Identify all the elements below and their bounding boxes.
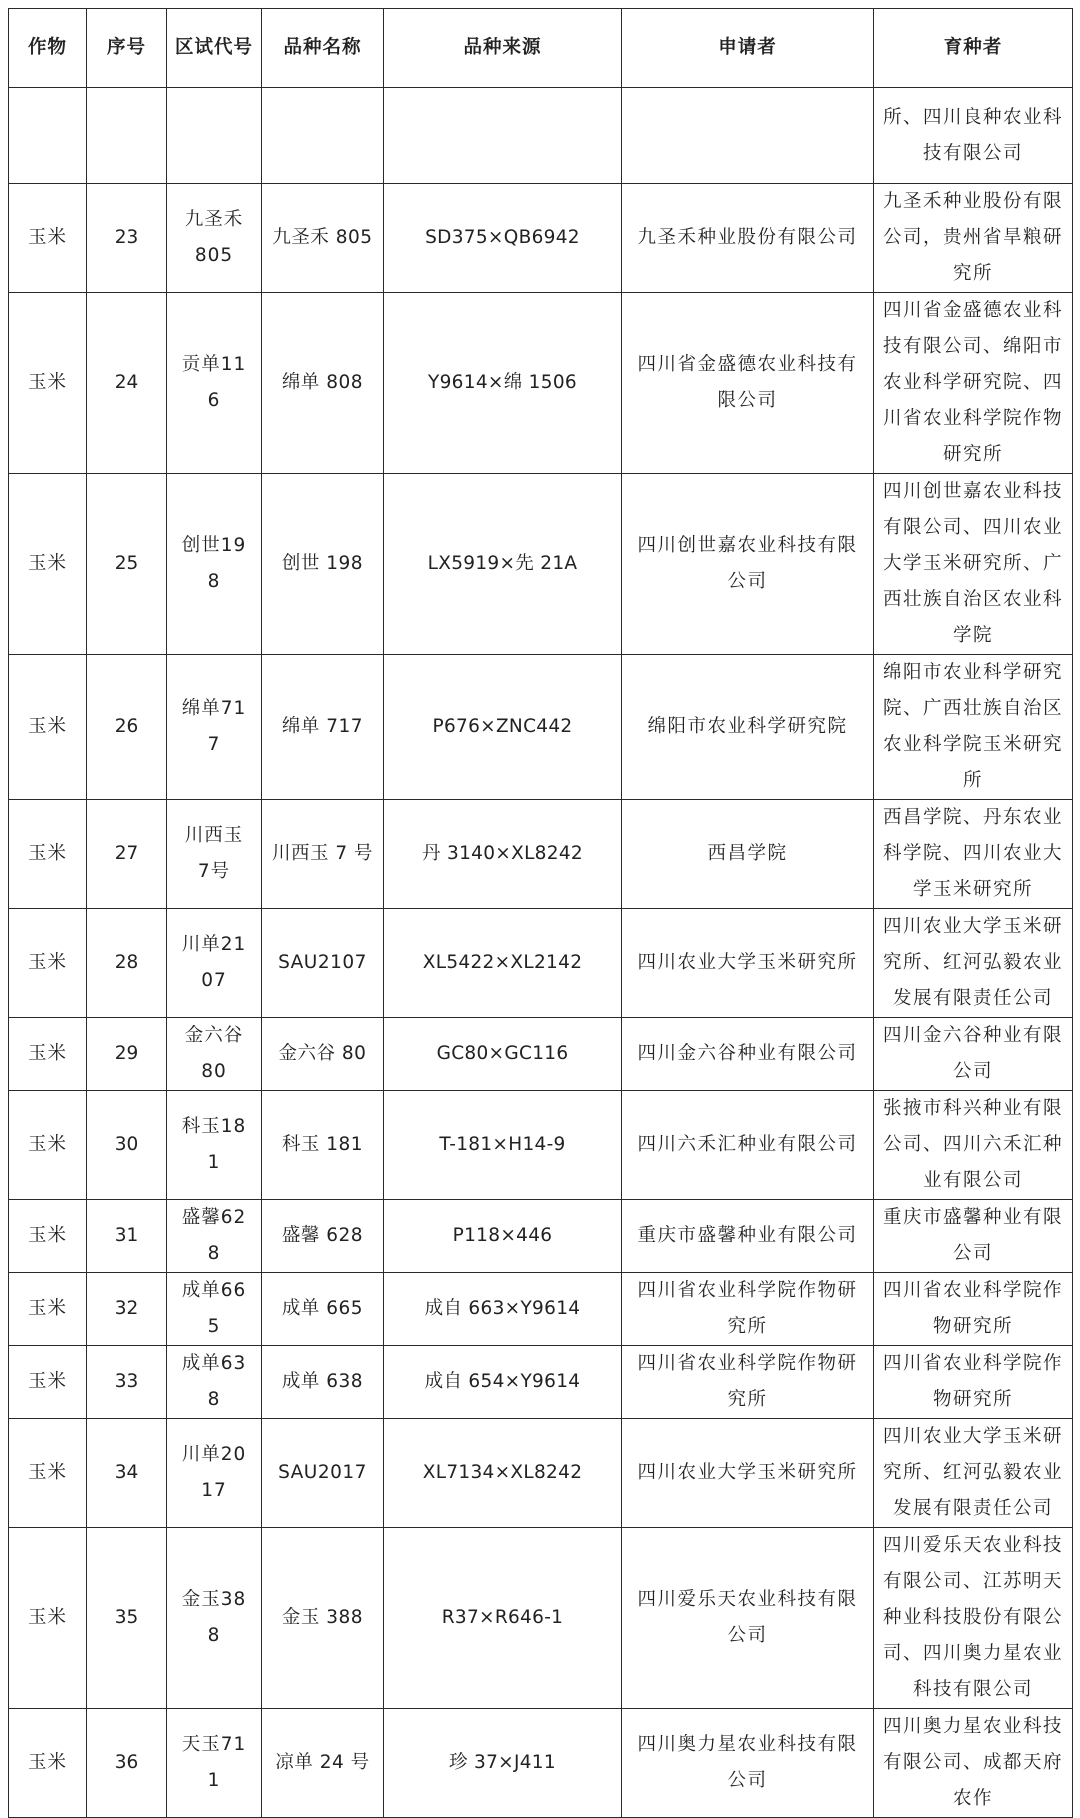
- cell-trial-code: 川单2107: [167, 909, 262, 1018]
- cell-trial-code: 金玉388: [167, 1528, 262, 1709]
- header-applicant: 申请者: [622, 9, 874, 88]
- cell-applicant: 四川创世嘉农业科技有限公司: [622, 474, 874, 655]
- cell-variety-name: 川西玉 7 号: [262, 800, 384, 909]
- cell-variety-source: P118×446: [384, 1200, 622, 1273]
- cell-crop: 玉米: [9, 1528, 87, 1709]
- cell-applicant: 西昌学院: [622, 800, 874, 909]
- cell-breeder: 西昌学院、丹东农业科学院、四川农业大学玉米研究所: [874, 800, 1073, 909]
- cell-trial-code: 成单638: [167, 1346, 262, 1419]
- cell-crop: 玉米: [9, 293, 87, 474]
- table-row: [9, 184, 1073, 293]
- cell-crop: 玉米: [9, 474, 87, 655]
- cell-breeder: 四川奥力星农业科技有限公司、成都天府农作: [874, 1709, 1073, 1818]
- cell-variety-name: 成单 665: [262, 1273, 384, 1346]
- table-row: [9, 800, 1073, 909]
- cell-crop: 玉米: [9, 184, 87, 293]
- cell-trial-code: 川单2017: [167, 1419, 262, 1528]
- cell-crop: 玉米: [9, 655, 87, 800]
- table-row: [9, 1200, 1073, 1273]
- cell-number: 36: [87, 1709, 167, 1818]
- table-row: [9, 1273, 1073, 1346]
- cell-variety-name: [262, 88, 384, 184]
- cell-breeder: 四川农业大学玉米研究所、红河弘毅农业发展有限责任公司: [874, 1419, 1073, 1528]
- cell-variety-name: 金六谷 80: [262, 1018, 384, 1091]
- cell-number: 28: [87, 909, 167, 1018]
- cell-crop: 玉米: [9, 1091, 87, 1200]
- cell-variety-name: 创世 198: [262, 474, 384, 655]
- cell-crop: 玉米: [9, 1419, 87, 1528]
- cell-variety-source: GC80×GC116: [384, 1018, 622, 1091]
- cell-breeder: 四川省农业科学院作物研究所: [874, 1346, 1073, 1419]
- cell-breeder: 四川省金盛德农业科技有限公司、绵阳市农业科学研究院、四川省农业科学院作物研究所: [874, 293, 1073, 474]
- cell-variety-source: [384, 88, 622, 184]
- cell-breeder: 九圣禾种业股份有限公司，贵州省旱粮研究所: [874, 184, 1073, 293]
- table-row: [9, 1091, 1073, 1200]
- cell-number: 25: [87, 474, 167, 655]
- cell-number: 31: [87, 1200, 167, 1273]
- cell-applicant: 重庆市盛馨种业有限公司: [622, 1200, 874, 1273]
- cell-crop: 玉米: [9, 1346, 87, 1419]
- cell-trial-code: 绵单717: [167, 655, 262, 800]
- cell-trial-code: 盛馨628: [167, 1200, 262, 1273]
- cell-breeder: 绵阳市农业科学研究院、广西壮族自治区农业科学院玉米研究所: [874, 655, 1073, 800]
- cell-number: 32: [87, 1273, 167, 1346]
- cell-applicant: 四川省农业科学院作物研究所: [622, 1273, 874, 1346]
- cell-variety-source: P676×ZNC442: [384, 655, 622, 800]
- cell-number: 30: [87, 1091, 167, 1200]
- cell-breeder: 四川省农业科学院作物研究所: [874, 1273, 1073, 1346]
- cell-number: 33: [87, 1346, 167, 1419]
- header-number: 序号: [87, 9, 167, 88]
- cell-applicant: 四川爱乐天农业科技有限公司: [622, 1528, 874, 1709]
- table-row: [9, 293, 1073, 474]
- cell-variety-name: 凉单 24 号: [262, 1709, 384, 1818]
- header-breeder: 育种者: [874, 9, 1073, 88]
- cell-number: 26: [87, 655, 167, 800]
- table-row: [9, 1018, 1073, 1091]
- cell-trial-code: 川西玉7号: [167, 800, 262, 909]
- cell-variety-name: 成单 638: [262, 1346, 384, 1419]
- cell-trial-code: 科玉181: [167, 1091, 262, 1200]
- table-body: [9, 88, 1073, 1818]
- cell-applicant: 四川农业大学玉米研究所: [622, 1419, 874, 1528]
- cell-variety-name: 九圣禾 805: [262, 184, 384, 293]
- header-trial-code: 区试代号: [167, 9, 262, 88]
- cell-variety-source: LX5919×先 21A: [384, 474, 622, 655]
- cell-breeder: 所、四川良种农业科技有限公司: [874, 88, 1073, 184]
- cell-trial-code: 创世198: [167, 474, 262, 655]
- table-header: [9, 9, 1073, 88]
- cell-number: 34: [87, 1419, 167, 1528]
- cell-variety-name: 科玉 181: [262, 1091, 384, 1200]
- cell-variety-source: 珍 37×J411: [384, 1709, 622, 1818]
- cell-number: 23: [87, 184, 167, 293]
- cell-number: 24: [87, 293, 167, 474]
- cell-applicant: 绵阳市农业科学研究院: [622, 655, 874, 800]
- cell-variety-name: SAU2017: [262, 1419, 384, 1528]
- cell-variety-source: SD375×QB6942: [384, 184, 622, 293]
- table-row: [9, 1419, 1073, 1528]
- header-crop: 作物: [9, 9, 87, 88]
- cell-crop: 玉米: [9, 1018, 87, 1091]
- cell-crop: 玉米: [9, 1709, 87, 1818]
- cell-crop: 玉米: [9, 1273, 87, 1346]
- cell-variety-name: 金玉 388: [262, 1528, 384, 1709]
- table-row: [9, 1709, 1073, 1818]
- header-variety-source: 品种来源: [384, 9, 622, 88]
- cell-breeder: 四川金六谷种业有限公司: [874, 1018, 1073, 1091]
- variety-table: [8, 8, 1073, 1818]
- table-row: [9, 655, 1073, 800]
- cell-trial-code: 九圣禾805: [167, 184, 262, 293]
- cell-applicant: 九圣禾种业股份有限公司: [622, 184, 874, 293]
- cell-variety-source: 丹 3140×XL8242: [384, 800, 622, 909]
- cell-variety-name: SAU2107: [262, 909, 384, 1018]
- cell-variety-source: T-181×H14-9: [384, 1091, 622, 1200]
- cell-applicant: 四川六禾汇种业有限公司: [622, 1091, 874, 1200]
- cell-number: 27: [87, 800, 167, 909]
- table-row: [9, 1346, 1073, 1419]
- cell-trial-code: [167, 88, 262, 184]
- cell-number: [87, 88, 167, 184]
- table-row: [9, 909, 1073, 1018]
- cell-variety-source: XL5422×XL2142: [384, 909, 622, 1018]
- table-row: [9, 88, 1073, 184]
- cell-applicant: 四川金六谷种业有限公司: [622, 1018, 874, 1091]
- cell-applicant: 四川农业大学玉米研究所: [622, 909, 874, 1018]
- table-row: [9, 1528, 1073, 1709]
- header-variety-name: 品种名称: [262, 9, 384, 88]
- cell-breeder: 四川创世嘉农业科技有限公司、四川农业大学玉米研究所、广西壮族自治区农业科学院: [874, 474, 1073, 655]
- table-row: [9, 474, 1073, 655]
- cell-variety-source: R37×R646-1: [384, 1528, 622, 1709]
- cell-applicant: 四川省农业科学院作物研究所: [622, 1346, 874, 1419]
- cell-breeder: 四川农业大学玉米研究所、红河弘毅农业发展有限责任公司: [874, 909, 1073, 1018]
- cell-trial-code: 金六谷80: [167, 1018, 262, 1091]
- cell-variety-source: 成自 663×Y9614: [384, 1273, 622, 1346]
- cell-trial-code: 贡单116: [167, 293, 262, 474]
- cell-crop: 玉米: [9, 1200, 87, 1273]
- cell-breeder: 张掖市科兴种业有限公司、四川六禾汇种业有限公司: [874, 1091, 1073, 1200]
- cell-number: 35: [87, 1528, 167, 1709]
- cell-trial-code: 成单665: [167, 1273, 262, 1346]
- cell-crop: 玉米: [9, 909, 87, 1018]
- cell-variety-name: 盛馨 628: [262, 1200, 384, 1273]
- cell-trial-code: 天玉711: [167, 1709, 262, 1818]
- cell-variety-name: 绵单 717: [262, 655, 384, 800]
- cell-variety-source: 成自 654×Y9614: [384, 1346, 622, 1419]
- cell-crop: [9, 88, 87, 184]
- cell-applicant: [622, 88, 874, 184]
- cell-number: 29: [87, 1018, 167, 1091]
- cell-applicant: 四川奥力星农业科技有限公司: [622, 1709, 874, 1818]
- cell-variety-source: XL7134×XL8242: [384, 1419, 622, 1528]
- cell-crop: 玉米: [9, 800, 87, 909]
- cell-variety-name: 绵单 808: [262, 293, 384, 474]
- cell-breeder: 重庆市盛馨种业有限公司: [874, 1200, 1073, 1273]
- cell-applicant: 四川省金盛德农业科技有限公司: [622, 293, 874, 474]
- header-row: [9, 9, 1073, 88]
- cell-variety-source: Y9614×绵 1506: [384, 293, 622, 474]
- cell-breeder: 四川爱乐天农业科技有限公司、江苏明天种业科技股份有限公司、四川奥力星农业科技有限公司: [874, 1528, 1073, 1709]
